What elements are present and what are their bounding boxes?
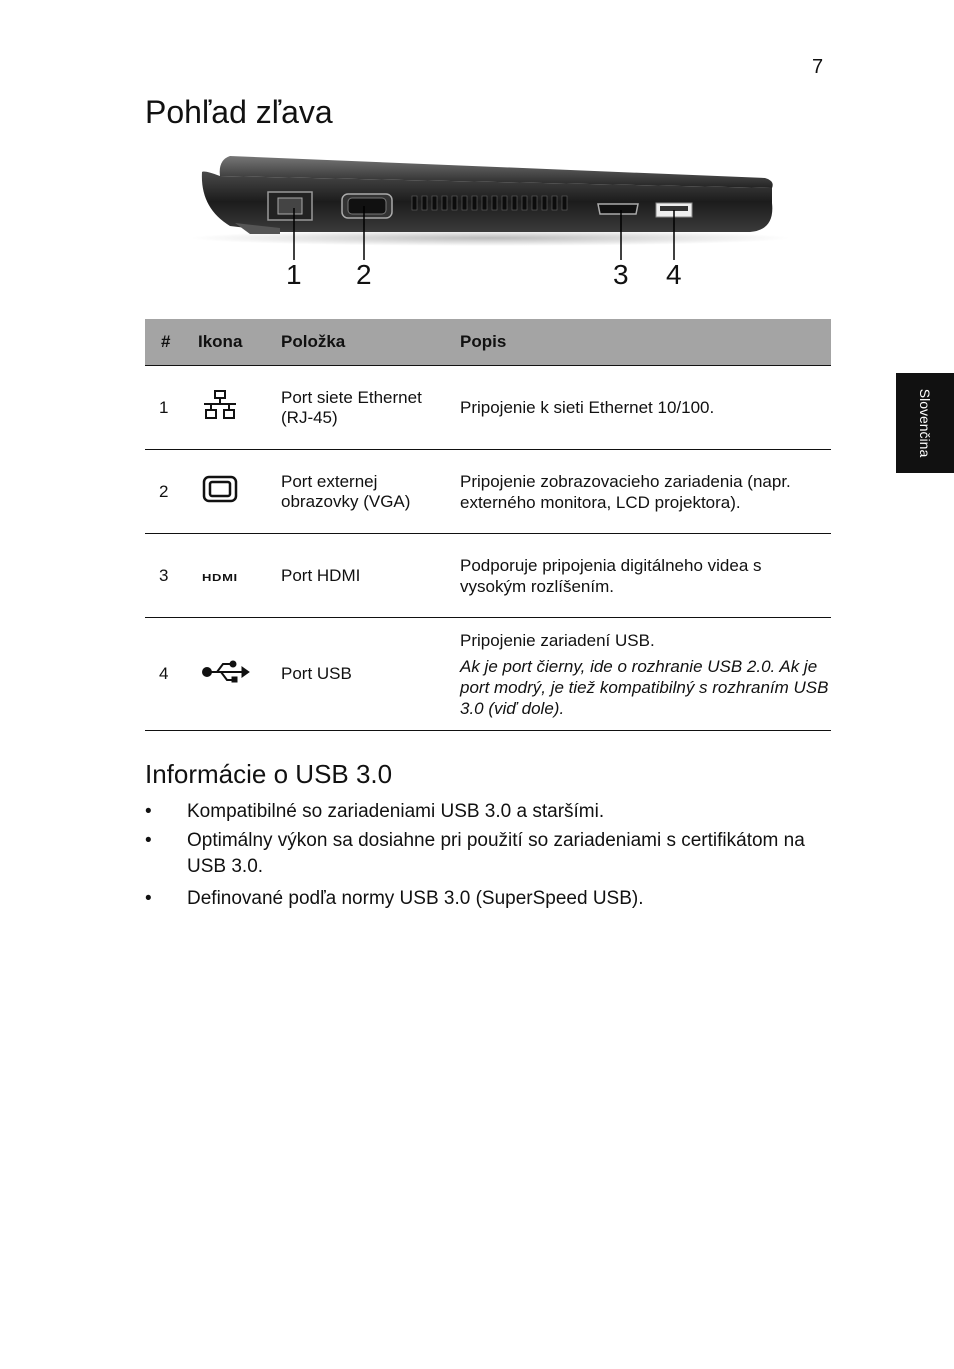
table-row xyxy=(145,366,831,450)
list-item xyxy=(145,886,835,912)
table-row xyxy=(145,450,831,534)
row-description: Pripojenie zobrazovacieho zariadenia (napr. externého monitora, LCD projektora). xyxy=(460,471,791,512)
list-item xyxy=(145,799,835,825)
usb-icon xyxy=(202,659,250,685)
header-icon: Ikona xyxy=(182,319,265,366)
row-number: 4 xyxy=(145,618,182,731)
row-item: Port USB xyxy=(265,618,444,731)
callout-1: 1 xyxy=(286,259,302,290)
bullet-marker: • xyxy=(145,830,152,851)
page-number: 7 xyxy=(812,56,824,78)
usb-bullet-list xyxy=(145,799,835,915)
list-item-text: Kompatibilné so zariadeniami USB 3.0 a staršími. xyxy=(187,801,605,822)
row-description-note: Ak je port čierny, ide o rozhranie USB 2.0. Ak je port modrý, je tiež kompatibilný s rozhraním USB 3.0 (viď dole). xyxy=(460,656,829,718)
ports-table xyxy=(145,319,831,731)
callout-4: 4 xyxy=(666,259,682,290)
list-item xyxy=(145,828,835,880)
page-title: Pohľad zľava xyxy=(145,94,333,130)
row-number: 1 xyxy=(145,366,182,450)
row-description: Pripojenie k sieti Ethernet 10/100. xyxy=(460,398,715,417)
row-number: 3 xyxy=(145,534,182,618)
row-item: Port siete Ethernet (RJ-45) xyxy=(265,366,444,450)
header-description: Popis xyxy=(444,319,831,366)
callout-2: 2 xyxy=(356,259,372,290)
ethernet-icon xyxy=(202,389,238,421)
laptop-left-side-image xyxy=(190,148,790,298)
row-item: Port externej obrazovky (VGA) xyxy=(265,450,444,534)
list-item-text: Definované podľa normy USB 3.0 (SuperSpeed USB). xyxy=(187,888,644,909)
callout-3: 3 xyxy=(613,259,629,290)
row-number: 2 xyxy=(145,450,182,534)
bullet-marker: • xyxy=(145,888,152,909)
usb-section-title: Informácie o USB 3.0 xyxy=(145,759,393,789)
row-description: Podporuje pripojenia digitálneho videa s vysokým rozlíšením. xyxy=(460,555,762,596)
row-description: Pripojenie zariadení USB. xyxy=(460,630,655,650)
header-number: # xyxy=(145,319,182,366)
side-tab-label: Slovenčina xyxy=(917,388,933,458)
table-row xyxy=(145,618,831,731)
bullet-marker: • xyxy=(145,801,152,822)
side-language-tab xyxy=(896,373,954,473)
header-item: Položka xyxy=(265,319,444,366)
table-row xyxy=(145,534,831,618)
table-header-row xyxy=(145,319,831,366)
row-item: Port HDMI xyxy=(265,534,444,618)
list-item-text: Optimálny výkon sa dosiahne pri použití so zariadeniami s certifikátom na USB 3.0. xyxy=(187,830,805,877)
vga-icon xyxy=(202,474,238,504)
hdmi-icon: HDMI xyxy=(202,572,238,584)
